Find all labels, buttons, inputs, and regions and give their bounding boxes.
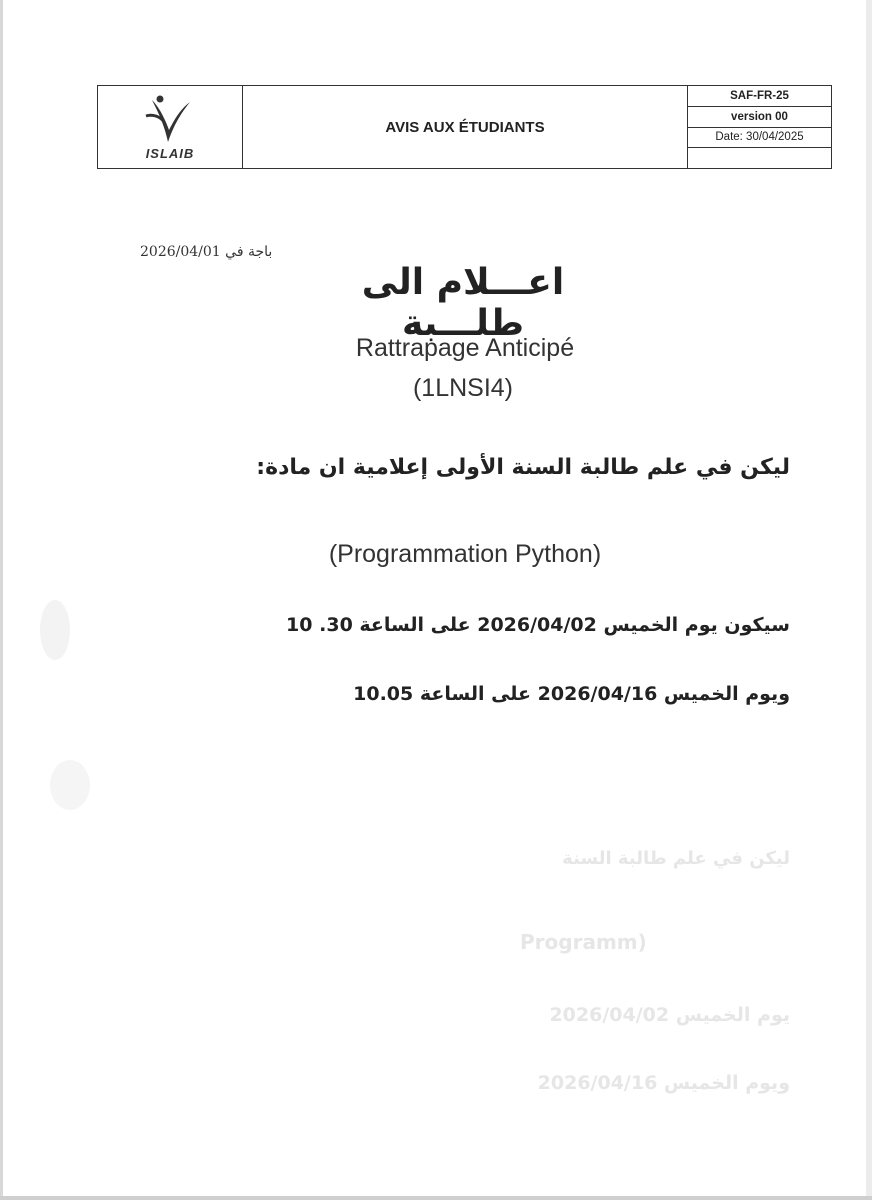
logo-text: ISLAIB — [145, 146, 195, 161]
page-edge-left — [0, 0, 3, 1200]
document-date: Date: 30/04/2025 — [688, 128, 831, 149]
notice-title: اعـــلام الى طلـــبة — [361, 262, 565, 344]
page-edge-bottom — [0, 1196, 872, 1200]
document-version: version 00 — [688, 107, 831, 128]
session-second: ويوم الخميس 2026/04/16 على الساعة 10.05 — [353, 683, 790, 705]
document-header — [97, 85, 832, 169]
meta-empty-row — [688, 148, 831, 168]
notice-subtitle: Rattrapage Anticipé — [355, 334, 575, 362]
place-and-date: باجة في 2026/04/01 — [140, 244, 273, 260]
header-meta — [688, 86, 831, 168]
scan-ghost-text: (Programm — [520, 930, 647, 954]
scan-smudge — [50, 760, 90, 810]
scan-ghost-text: يوم الخميس 2026/04/02 — [549, 1004, 790, 1026]
document-code: SAF-FR-25 — [688, 86, 831, 107]
header-title: AVIS AUX ÉTUDIANTS — [243, 86, 688, 168]
scan-ghost-text: ليكن في علم طالبة السنة — [562, 848, 790, 869]
institution-logo-icon — [138, 94, 202, 146]
course-name: (Programmation Python) — [328, 540, 602, 568]
logo-cell — [98, 86, 243, 168]
session-first: سيكون يوم الخميس 2026/04/02 على الساعة 30. 10 — [286, 614, 790, 636]
page-edge-right — [866, 0, 872, 1200]
notice-intro: ليكن في علم طالبة السنة الأولى إعلامية ان مادة: — [256, 455, 790, 480]
group-code: (1LNSI4) — [412, 374, 514, 402]
scan-smudge — [40, 600, 70, 660]
scan-ghost-text: ويوم الخميس 2026/04/16 — [537, 1072, 790, 1094]
